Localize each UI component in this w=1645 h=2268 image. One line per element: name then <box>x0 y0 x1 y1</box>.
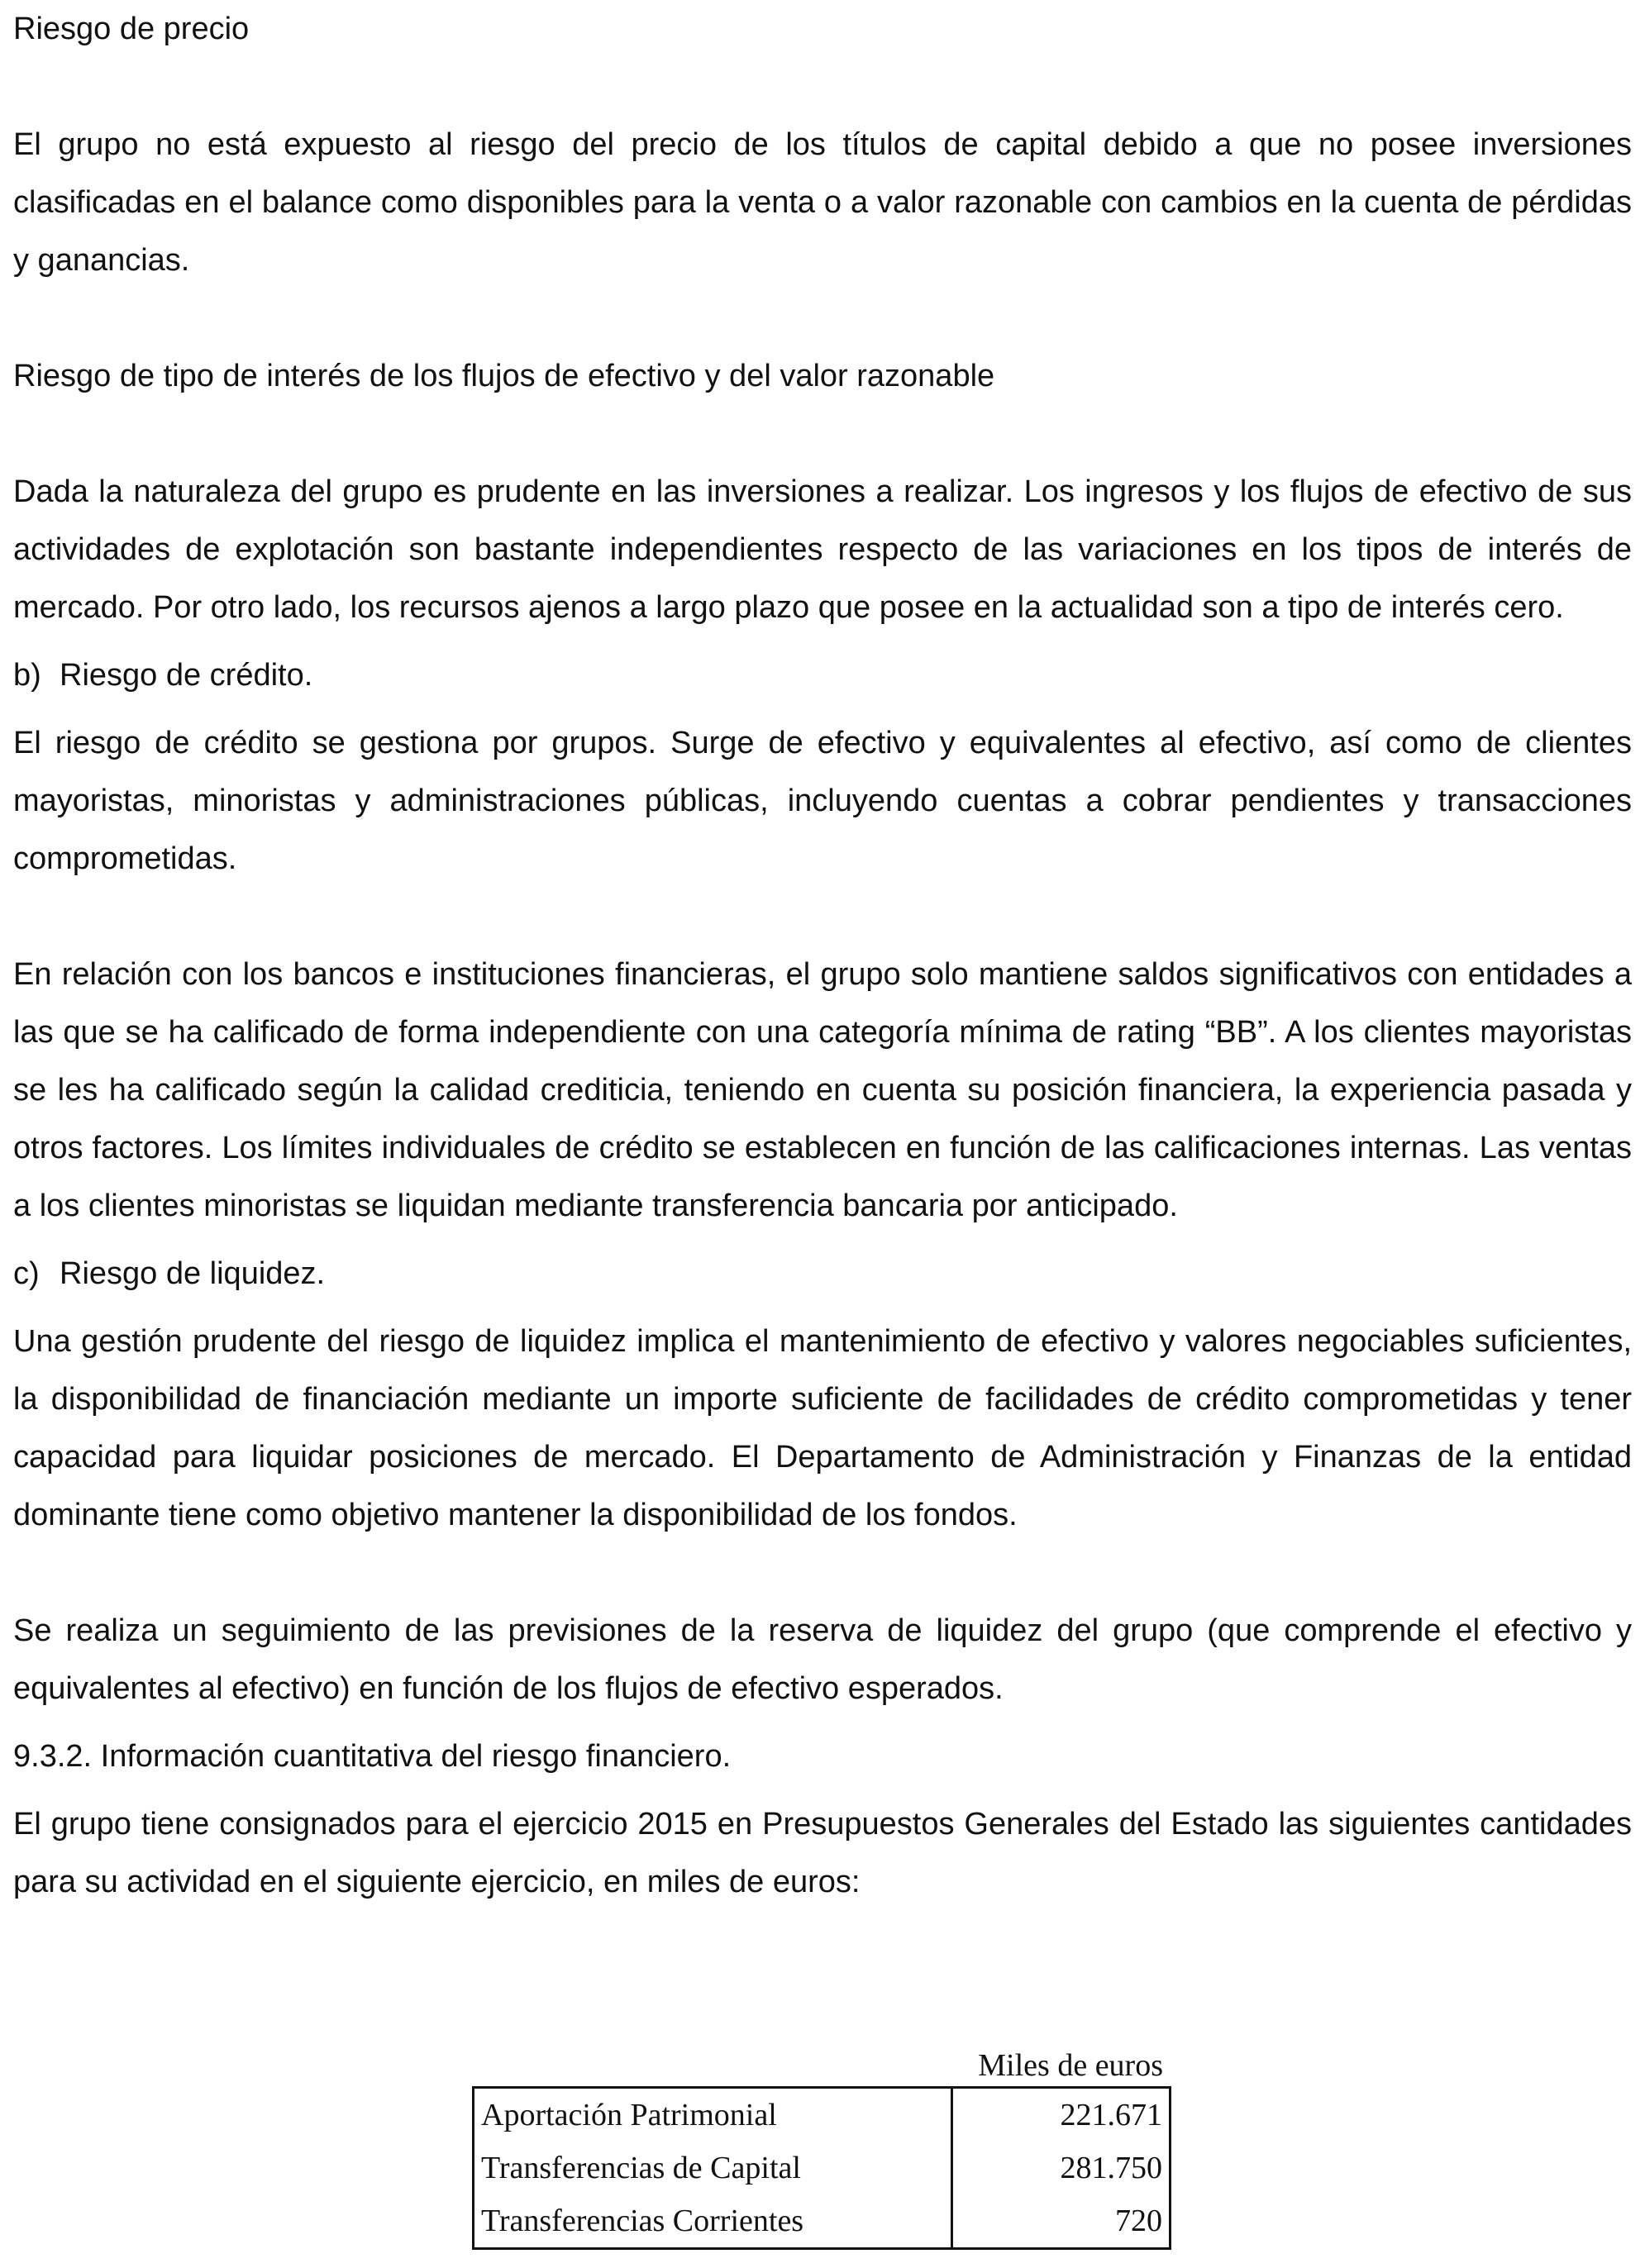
credit-risk-marker: b) <box>13 658 41 693</box>
liquidity-risk-heading: Riesgo de liquidez. <box>60 1256 326 1291</box>
credit-risk-heading-line <box>13 646 1632 704</box>
table-row <box>474 2088 1171 2142</box>
credit-risk-paragraph-2: En relación con los bancos e instituciones financieras, el grupo solo mantiene saldos significativos con entidades a las que se ha calificado de forma independiente con una categoría mínima de rating “BB”. A los clientes mayoristas se les ha calificado según la calidad crediticia, teniendo en cuenta su posición financiera, la experiencia pasada y otros factores. Los límites individuales de crédito se establecen en función de las calificaciones internas. Las ventas a los clientes minoristas se liquidan mediante transferencia bancaria por anticipado. <box>13 957 1632 1223</box>
liquidity-risk-paragraph-1: Una gestión prudente del riesgo de liquidez implica el mantenimiento de efectivo y valores negociables suficientes, la disponibilidad de financiación mediante un importe suficiente de facilidades de crédito comprometidas y tener capacidad para liquidar posiciones de mercado. El Departamento de Administración y Finanzas de la entidad dominante tiene como objetivo mantener la disponibilidad de los fondos. <box>13 1324 1632 1532</box>
interest-risk-heading: Riesgo de tipo de interés de los flujos de efectivo y del valor razonable <box>13 359 995 393</box>
row-label: Transferencias Corrientes <box>474 2194 952 2249</box>
price-risk-heading: Riesgo de precio <box>13 12 250 46</box>
spacer <box>13 1303 1632 1313</box>
liquidity-risk-heading-line <box>13 1245 1632 1303</box>
row-value: 720 <box>1115 2204 1162 2238</box>
spacer <box>13 888 1632 946</box>
liquidity-risk-marker: c) <box>13 1256 40 1291</box>
price-risk-paragraph: El grupo no está expuesto al riesgo del precio de los títulos de capital debido a que no posee inversiones clasificadas en el balance como disponibles para la venta o a valor razonable con cambios en la cuenta de pérdidas y ganancias. <box>13 127 1632 278</box>
spacer <box>13 289 1632 347</box>
interest-risk-paragraph: Dada la naturaleza del grupo es prudente en las inversiones a realizar. Los ingresos y los flujos de efectivo de sus actividades de explotación son bastante independientes respecto de las variaciones en los tipos de interés de mercado. Por otro lado, los recursos ajenos a largo plazo que posee en la actualidad son a tipo de interés cero. <box>13 474 1632 625</box>
spacer <box>13 1785 1632 1795</box>
spacer <box>13 58 1632 116</box>
table-row <box>474 2142 1171 2194</box>
quantitative-info-paragraph: El grupo tiene consignados para el ejercicio 2015 en Presupuestos Generales del Estado las siguientes cantidades para su actividad en el siguiente ejercicio, en miles de euros: <box>13 1807 1632 1899</box>
document-page <box>13 0 1632 1911</box>
spacer <box>13 1235 1632 1245</box>
budget-table-block <box>472 2045 1171 2250</box>
spacer <box>13 704 1632 714</box>
row-label: Aportación Patrimonial <box>474 2088 952 2142</box>
spacer <box>13 636 1632 646</box>
budget-table <box>472 2086 1171 2250</box>
row-value: 221.671 <box>1060 2098 1162 2132</box>
credit-risk-heading: Riesgo de crédito. <box>60 658 313 693</box>
row-value: 281.750 <box>1060 2151 1162 2185</box>
quantitative-info-heading: 9.3.2. Información cuantitativa del riesgo financiero. <box>13 1739 732 1774</box>
spacer <box>13 405 1632 463</box>
row-label: Transferencias de Capital <box>474 2142 952 2194</box>
table-unit-label: Miles de euros <box>978 2048 1163 2083</box>
spacer <box>13 1544 1632 1602</box>
credit-risk-paragraph-1: El riesgo de crédito se gestiona por grupos. Surge de efectivo y equivalentes al efectivo, así como de clientes mayoristas, minoristas y administraciones públicas, incluyendo cuentas a cobrar pendientes y transacciones comprometidas. <box>13 726 1632 876</box>
spacer <box>13 1718 1632 1727</box>
table-row <box>474 2194 1171 2249</box>
liquidity-risk-paragraph-2: Se realiza un seguimiento de las previsiones de la reserva de liquidez del grupo (que comprende el efectivo y equivalentes al efectivo) en función de los flujos de efectivo esperados. <box>13 1613 1632 1706</box>
